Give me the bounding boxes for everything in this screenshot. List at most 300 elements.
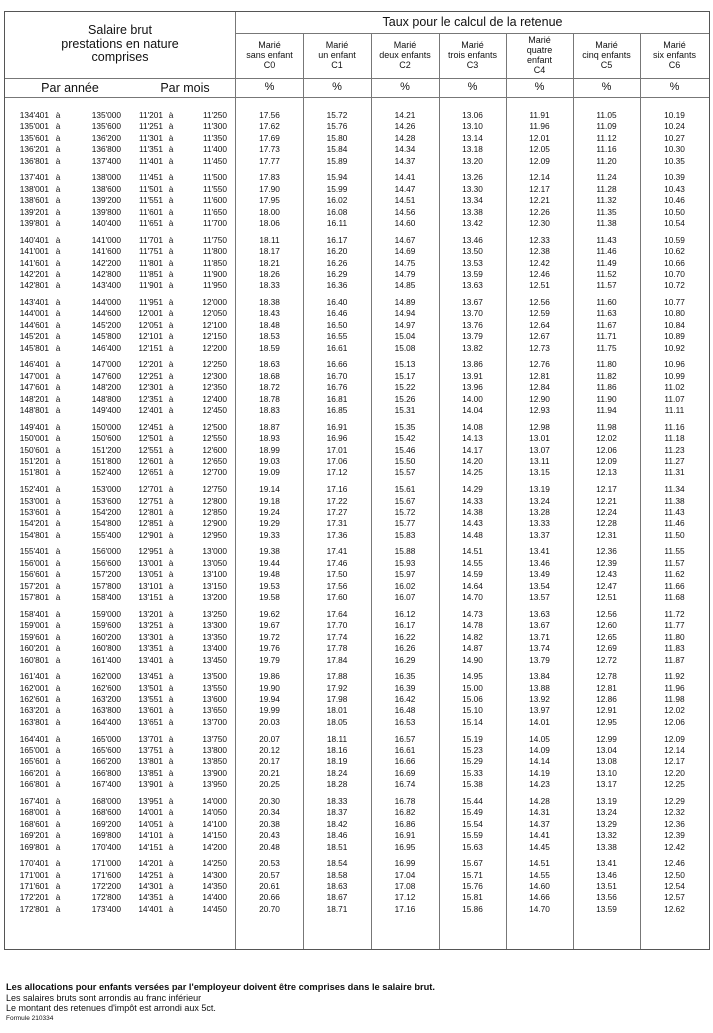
rate-c3: 14.08 [462, 421, 483, 432]
month-to: 12'600 [202, 444, 227, 455]
year-to: 139'800 [91, 206, 121, 217]
rate-c1: 16.26 [326, 257, 348, 268]
year-separator: à [55, 405, 61, 416]
month-to: 11'350 [202, 132, 227, 143]
rate-c1: 15.89 [326, 155, 348, 166]
month-separator: à [168, 218, 174, 229]
month-from: 12'251 [138, 370, 163, 381]
rate-c1: 18.58 [326, 869, 348, 880]
year-to: 135'000 [91, 110, 121, 120]
column-header-c6: Marié six enfants C6 [652, 40, 697, 70]
rate-c3: 13.82 [462, 342, 483, 353]
rate-c5: 11.98 [596, 421, 617, 432]
rate-c6: 10.19 [664, 110, 685, 120]
rate-c0: 20.03 [259, 716, 280, 727]
year-to: 146'400 [91, 342, 121, 353]
month-separator: à [168, 234, 174, 245]
year-to: 165'600 [91, 744, 121, 755]
rate-c6: 12.06 [664, 716, 685, 727]
rate-c1: 16.29 [326, 268, 348, 279]
year-from: 165'601 [19, 756, 49, 767]
month-separator: à [168, 858, 174, 869]
month-separator: à [168, 682, 174, 693]
rate-c0: 18.68 [259, 370, 280, 381]
rate-c6: 10.72 [664, 280, 685, 291]
month-separator: à [168, 830, 174, 841]
year-to: 163'200 [91, 694, 121, 704]
rate-c6: 12.46 [664, 858, 685, 869]
year-to: 144'000 [91, 297, 121, 308]
month-to: 14'450 [202, 903, 227, 914]
year-from: 141'601 [19, 257, 49, 268]
rate-c3: 15.54 [462, 818, 483, 829]
rate-c3: 14.59 [462, 569, 483, 580]
year-to: 141'600 [91, 246, 121, 257]
rate-c6: 11.55 [664, 546, 685, 557]
rate-c1: 18.54 [326, 858, 348, 869]
rate-c3: 15.19 [462, 733, 483, 744]
rate-c4: 13.71 [529, 631, 550, 642]
month-from: 11'751 [138, 246, 163, 257]
rate-c4: 12.56 [529, 297, 550, 308]
month-from: 12'501 [138, 433, 163, 444]
rate-c3: 14.25 [462, 467, 483, 478]
rate-c5: 13.51 [596, 881, 617, 892]
rate-c5: 13.56 [596, 892, 617, 903]
year-from: 150'601 [19, 444, 49, 455]
month-from: 13'301 [138, 631, 163, 642]
rate-c3: 15.23 [462, 744, 483, 755]
year-to: 162'000 [91, 671, 121, 682]
month-separator: à [168, 132, 174, 143]
year-to: 148'200 [91, 382, 121, 393]
rate-c1: 16.08 [326, 206, 348, 217]
rate-c1: 18.11 [326, 733, 348, 744]
year-to: 169'800 [91, 830, 121, 841]
year-separator: à [55, 257, 61, 268]
rate-c3: 13.50 [462, 246, 483, 257]
rate-c3: 15.38 [462, 779, 483, 790]
month-separator: à [168, 370, 174, 381]
year-separator: à [55, 144, 61, 155]
rate-c6: 12.02 [664, 705, 685, 716]
rate-c0: 18.48 [259, 319, 280, 330]
rate-c4: 14.41 [529, 830, 550, 841]
month-from: 11'301 [138, 132, 163, 143]
percent-label-c5: % [601, 81, 612, 93]
rate-c4: 12.05 [529, 144, 550, 155]
month-separator: à [168, 172, 174, 183]
rate-c1: 18.51 [326, 841, 348, 852]
rate-c3: 14.90 [462, 654, 483, 665]
rate-c2: 17.12 [394, 892, 416, 903]
rate-c5: 12.95 [596, 716, 617, 727]
rate-c6: 11.38 [664, 495, 685, 506]
rate-c1: 16.96 [326, 433, 348, 444]
rate-c1: 17.74 [326, 631, 348, 642]
year-from: 152'401 [19, 484, 49, 495]
year-to: 138'600 [91, 183, 121, 194]
rate-c0: 20.25 [259, 779, 280, 790]
year-separator: à [55, 779, 61, 790]
month-to: 12'450 [202, 405, 227, 416]
month-from: 13'751 [138, 744, 163, 755]
year-from: 169'801 [19, 841, 49, 852]
rate-c3: 13.59 [462, 268, 483, 279]
month-separator: à [168, 557, 174, 568]
year-to: 150'000 [91, 421, 121, 432]
rate-c3: 14.00 [462, 393, 483, 404]
year-separator: à [55, 370, 61, 381]
month-from: 13'101 [138, 580, 163, 591]
month-to: 11'600 [202, 195, 227, 206]
month-to: 12'750 [202, 484, 227, 495]
rate-c5: 11.20 [596, 155, 617, 166]
rate-c3: 14.33 [462, 495, 483, 506]
rate-c4: 13.33 [529, 518, 550, 529]
rate-c0: 18.78 [259, 393, 280, 404]
rate-c5: 12.56 [596, 608, 617, 619]
rate-c6: 11.62 [664, 569, 685, 580]
year-separator: à [55, 818, 61, 829]
year-separator: à [55, 195, 61, 206]
year-from: 139'201 [19, 206, 49, 217]
year-to: 169'200 [91, 818, 121, 829]
rate-c4: 13.41 [529, 546, 550, 557]
rate-c6: 11.46 [664, 518, 685, 529]
rates-title: Taux pour le calcul de la retenue [382, 15, 563, 29]
column-header-c3: Marié trois enfants C3 [447, 40, 498, 70]
month-separator: à [168, 892, 174, 903]
rate-c4: 13.79 [529, 654, 550, 665]
rate-c4: 13.11 [529, 456, 550, 467]
year-from: 172'801 [19, 903, 49, 914]
month-from: 11'251 [138, 121, 163, 132]
month-from: 11'901 [138, 280, 163, 291]
month-separator: à [168, 382, 174, 393]
rate-c5: 11.28 [596, 183, 617, 194]
rate-c1: 18.19 [326, 756, 348, 767]
month-to: 11'450 [202, 155, 227, 166]
rate-c5: 11.05 [596, 110, 617, 120]
month-to: 12'550 [202, 433, 227, 444]
rate-c6: 10.30 [664, 144, 685, 155]
month-to: 11'750 [202, 234, 227, 245]
year-to: 156'000 [91, 546, 121, 557]
year-to: 136'200 [91, 132, 121, 143]
rate-c4: 12.73 [529, 342, 550, 353]
year-from: 160'801 [19, 654, 49, 665]
rate-c4: 14.23 [529, 779, 550, 790]
rate-c6: 11.66 [664, 580, 685, 591]
year-from: 150'001 [19, 433, 49, 444]
year-to: 167'400 [91, 779, 121, 790]
year-separator: à [55, 654, 61, 665]
year-to: 149'400 [91, 405, 121, 416]
rate-c2: 15.67 [394, 495, 416, 506]
rate-c3: 14.78 [462, 620, 483, 631]
month-from: 13'151 [138, 592, 163, 603]
rate-c1: 16.36 [326, 280, 348, 291]
month-separator: à [168, 506, 174, 517]
month-separator: à [168, 144, 174, 155]
rate-c3: 15.71 [462, 869, 483, 880]
year-separator: à [55, 756, 61, 767]
year-to: 155'400 [91, 529, 121, 540]
year-from: 154'801 [19, 529, 49, 540]
rate-c3: 13.06 [462, 110, 483, 120]
rate-c2: 14.37 [394, 155, 416, 166]
month-to: 12'050 [202, 308, 227, 319]
rate-c3: 14.64 [462, 580, 483, 591]
year-separator: à [55, 557, 61, 568]
month-to: 13'700 [202, 716, 227, 727]
month-to: 13'050 [202, 557, 227, 568]
month-from: 11'501 [138, 183, 163, 194]
year-to: 165'000 [91, 733, 121, 744]
rate-c2: 15.72 [394, 506, 416, 517]
rate-c0: 20.07 [259, 733, 280, 744]
year-to: 158'400 [91, 592, 121, 603]
month-separator: à [168, 807, 174, 818]
rate-c1: 18.33 [326, 795, 348, 806]
month-separator: à [168, 268, 174, 279]
rate-c2: 14.85 [394, 280, 416, 291]
year-from: 171'001 [19, 869, 49, 880]
rate-c6: 11.98 [664, 694, 685, 704]
year-separator: à [55, 218, 61, 229]
rate-c0: 18.26 [259, 268, 280, 279]
month-to: 12'650 [202, 456, 227, 467]
month-to: 14'300 [202, 869, 227, 880]
year-separator: à [55, 246, 61, 257]
year-separator: à [55, 569, 61, 580]
month-separator: à [168, 546, 174, 557]
year-separator: à [55, 234, 61, 245]
rate-c1: 16.50 [326, 319, 348, 330]
year-from: 135'601 [19, 132, 49, 143]
month-to: 11'800 [202, 246, 227, 257]
rate-c6: 10.59 [664, 234, 685, 245]
rate-c5: 11.86 [596, 382, 617, 393]
rate-c2: 15.57 [394, 467, 416, 478]
month-to: 12'950 [202, 529, 227, 540]
year-from: 167'401 [19, 795, 49, 806]
percent-label-c3: % [467, 81, 478, 93]
year-to: 168'000 [91, 795, 121, 806]
month-from: 14'101 [138, 830, 163, 841]
month-separator: à [168, 671, 174, 682]
year-from: 142'201 [19, 268, 49, 279]
month-to: 14'000 [202, 795, 227, 806]
rate-c2: 16.53 [394, 716, 416, 727]
year-from: 146'401 [19, 359, 49, 370]
rate-c0: 19.79 [259, 654, 280, 665]
month-from: 13'651 [138, 716, 163, 727]
year-to: 141'000 [91, 234, 121, 245]
rate-c1: 17.01 [326, 444, 348, 455]
rate-c6: 10.62 [664, 246, 685, 257]
rate-c3: 13.86 [462, 359, 483, 370]
month-from: 13'701 [138, 733, 163, 744]
rate-c3: 14.51 [462, 546, 483, 557]
rate-c6: 10.92 [664, 342, 685, 353]
rate-c3: 13.79 [462, 331, 483, 342]
rate-c0: 18.33 [259, 280, 280, 291]
month-from: 11'401 [138, 155, 163, 166]
rate-c5: 12.86 [596, 694, 617, 704]
per-month-header: Par mois [160, 81, 210, 95]
year-to: 138'000 [91, 172, 121, 183]
rate-c0: 19.99 [259, 705, 280, 716]
month-to: 13'650 [202, 705, 227, 716]
year-separator: à [55, 580, 61, 591]
year-from: 136'801 [19, 155, 49, 166]
percent-label-c6: % [669, 81, 680, 93]
month-from: 12'401 [138, 405, 163, 416]
month-to: 14'400 [202, 892, 227, 903]
rate-c3: 14.82 [462, 631, 483, 642]
rate-c1: 17.88 [326, 671, 348, 682]
rate-c1: 18.28 [326, 779, 348, 790]
year-to: 161'400 [91, 654, 121, 665]
year-to: 147'600 [91, 370, 121, 381]
rate-c0: 20.17 [259, 756, 280, 767]
rate-c0: 19.18 [259, 495, 280, 506]
rate-c6: 12.39 [664, 830, 685, 841]
rate-c6: 12.29 [664, 795, 685, 806]
rate-c6: 10.27 [664, 132, 685, 143]
rate-c0: 20.57 [259, 869, 280, 880]
rate-c3: 14.95 [462, 671, 483, 682]
rate-c0: 19.58 [259, 592, 280, 603]
rate-c2: 16.61 [394, 744, 416, 755]
rate-c6: 11.92 [664, 671, 685, 682]
rate-c0: 20.66 [259, 892, 280, 903]
month-separator: à [168, 297, 174, 308]
rate-c2: 15.08 [394, 342, 416, 353]
rate-c6: 11.77 [664, 620, 685, 631]
rate-c0: 17.56 [259, 110, 280, 120]
month-to: 13'250 [202, 608, 227, 619]
month-from: 11'651 [138, 218, 163, 229]
rate-c0: 18.99 [259, 444, 280, 455]
month-separator: à [168, 643, 174, 654]
month-from: 13'501 [138, 682, 163, 693]
month-separator: à [168, 705, 174, 716]
rate-c0: 19.86 [259, 671, 280, 682]
rate-c0: 18.72 [259, 382, 280, 393]
rate-c4: 14.01 [529, 716, 550, 727]
month-to: 11'500 [202, 172, 227, 183]
month-to: 12'250 [202, 359, 227, 370]
year-from: 140'401 [19, 234, 49, 245]
rate-c5: 11.60 [596, 297, 617, 308]
year-to: 172'800 [91, 892, 121, 903]
year-separator: à [55, 733, 61, 744]
year-from: 153'601 [19, 506, 49, 517]
year-from: 158'401 [19, 608, 49, 619]
rate-c6: 11.23 [664, 444, 685, 455]
rate-c4: 14.05 [529, 733, 550, 744]
month-to: 12'100 [202, 319, 227, 330]
year-to: 144'600 [91, 308, 121, 319]
rate-c4: 14.14 [529, 756, 550, 767]
month-from: 11'951 [138, 297, 163, 308]
rate-c1: 16.76 [326, 382, 348, 393]
year-separator: à [55, 268, 61, 279]
rate-c5: 12.72 [596, 654, 617, 665]
year-separator: à [55, 206, 61, 217]
rate-c5: 12.09 [596, 456, 617, 467]
rate-c3: 15.86 [462, 903, 483, 914]
month-to: 11'550 [202, 183, 227, 194]
rate-c5: 11.67 [596, 319, 617, 330]
month-separator: à [168, 841, 174, 852]
year-from: 139'801 [19, 218, 49, 229]
year-to: 171'600 [91, 869, 121, 880]
rate-c3: 14.38 [462, 506, 483, 517]
rate-c2: 15.88 [394, 546, 416, 557]
year-separator: à [55, 830, 61, 841]
month-to: 13'100 [202, 569, 227, 580]
month-from: 14'201 [138, 858, 163, 869]
rate-c2: 14.89 [394, 297, 416, 308]
month-separator: à [168, 246, 174, 257]
rate-c4: 14.31 [529, 807, 550, 818]
rate-c0: 20.53 [259, 858, 280, 869]
year-to: 171'000 [91, 858, 121, 869]
divider-title [236, 33, 709, 34]
rate-c1: 17.41 [326, 546, 348, 557]
rate-c1: 18.46 [326, 830, 348, 841]
rate-c5: 13.19 [596, 795, 617, 806]
rate-c0: 17.73 [259, 144, 280, 155]
year-separator: à [55, 631, 61, 642]
rate-c5: 11.52 [596, 268, 617, 279]
rate-c1: 17.12 [326, 467, 348, 478]
year-separator: à [55, 869, 61, 880]
month-to: 12'850 [202, 506, 227, 517]
rate-c0: 17.62 [259, 121, 280, 132]
month-from: 13'351 [138, 643, 163, 654]
column-header-c4: Marié quatre enfant C4 [526, 35, 553, 75]
year-separator: à [55, 155, 61, 166]
year-to: 143'400 [91, 280, 121, 291]
rate-c4: 12.93 [529, 405, 550, 416]
rate-c2: 15.61 [394, 484, 416, 495]
rate-c0: 20.43 [259, 830, 280, 841]
month-from: 12'001 [138, 308, 163, 319]
rate-c5: 13.17 [596, 779, 617, 790]
rate-c2: 15.35 [394, 421, 416, 432]
month-separator: à [168, 818, 174, 829]
rate-c4: 12.01 [529, 132, 550, 143]
year-separator: à [55, 484, 61, 495]
rate-c4: 12.51 [529, 280, 550, 291]
rate-c5: 12.99 [596, 733, 617, 744]
month-to: 13'350 [202, 631, 227, 642]
rate-c6: 10.96 [664, 359, 685, 370]
year-to: 157'200 [91, 569, 121, 580]
rate-c4: 14.55 [529, 869, 550, 880]
rate-c4: 13.37 [529, 529, 550, 540]
rate-c3: 14.29 [462, 484, 483, 495]
rate-c2: 14.51 [394, 195, 416, 206]
rate-c6: 10.39 [664, 172, 685, 183]
month-to: 14'150 [202, 830, 227, 841]
rate-c3: 15.63 [462, 841, 483, 852]
